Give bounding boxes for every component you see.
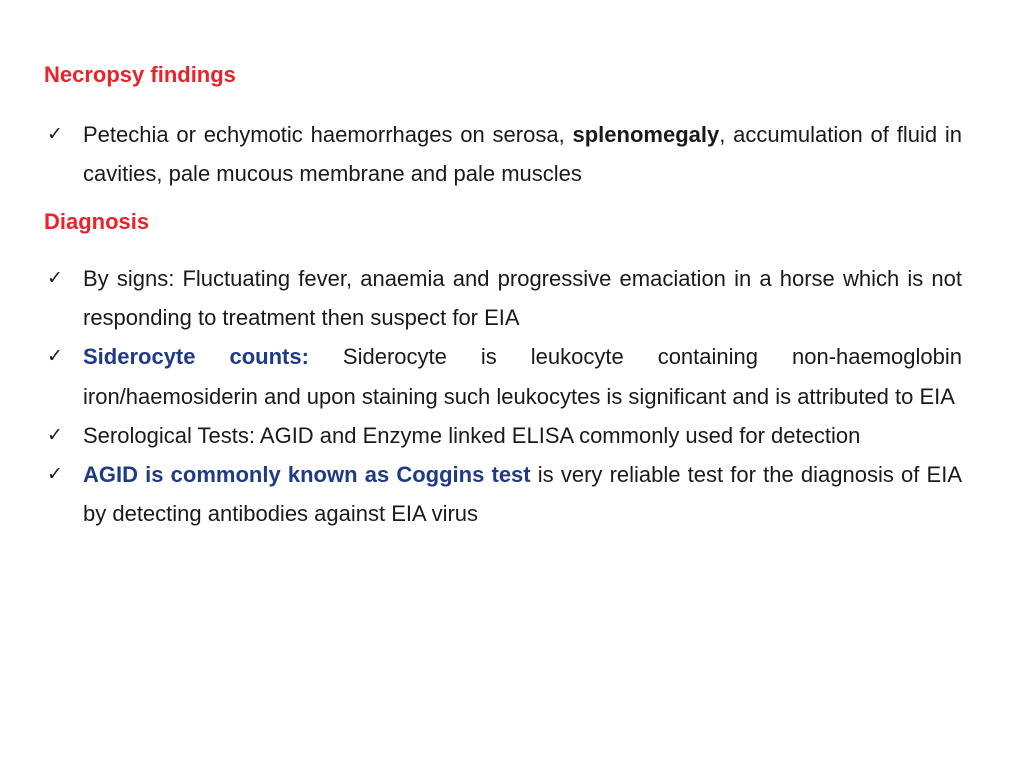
diagnosis-item-4 <box>44 455 962 533</box>
checkmark-icon: ✓ <box>47 345 63 368</box>
item-text: Siderocyte is leukocyte containing non-haemoglobin iron/haemosiderin and upon staining such leukocytes is significant and is attributed to EIA <box>83 344 962 409</box>
item-text: Petechia or echymotic haemorrhages on serosa, <box>83 122 573 147</box>
necropsy-heading: Necropsy findings <box>44 62 236 87</box>
diagnosis-item-1 <box>44 259 962 337</box>
item-bold-text: splenomegaly <box>572 122 720 147</box>
necropsy-item-1 <box>44 115 962 193</box>
checkmark-icon: ✓ <box>47 267 63 289</box>
checkmark-icon: ✓ <box>47 463 63 486</box>
diagnosis-list <box>44 259 962 533</box>
diagnosis-heading: Diagnosis <box>44 209 150 234</box>
diagnosis-item-3 <box>44 416 962 455</box>
checkmark-icon: ✓ <box>47 423 63 446</box>
checkmark-icon: ✓ <box>47 123 63 145</box>
item-text: By signs: Fluctuating fever, anaemia and progressive emaciation in a horse which is not responding to treatment then suspect for EIA <box>83 266 962 331</box>
item-text: , accumulation of fluid in cavities, pale mucous membrane and pale muscles <box>83 122 962 187</box>
item-highlight-text: AGID is commonly known as Coggins test <box>83 462 531 488</box>
item-text: Serological Tests: AGID and Enzyme linked ELISA commonly used for detection <box>83 422 861 448</box>
item-text: is very reliable test for the diagnosis of EIA by detecting antibodies against EIA virus <box>83 462 962 527</box>
diagnosis-item-2 <box>44 337 962 415</box>
item-highlight-text: Siderocyte counts: <box>83 344 309 370</box>
necropsy-list <box>44 115 962 193</box>
